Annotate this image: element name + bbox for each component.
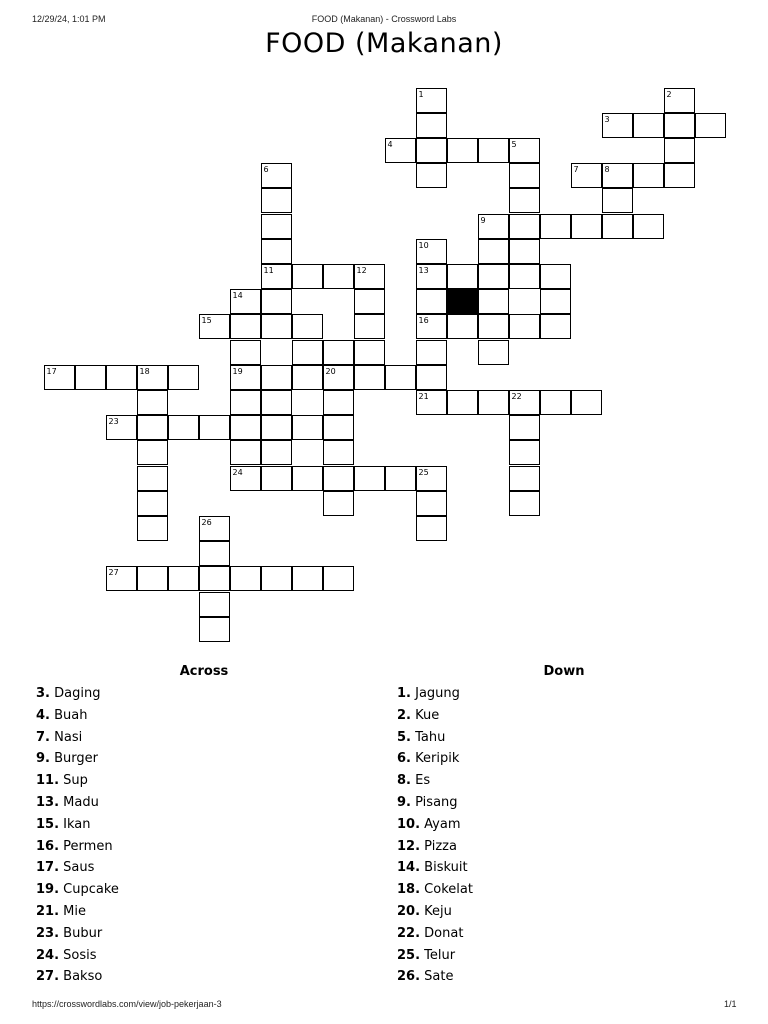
- crossword-cell[interactable]: [354, 264, 385, 289]
- clue-number: 20.: [397, 903, 421, 919]
- crossword-cell[interactable]: [385, 365, 416, 390]
- crossword-cell[interactable]: [137, 566, 168, 591]
- clue-number: 25.: [397, 947, 421, 963]
- clue-number: 24.: [36, 947, 60, 963]
- crossword-cell[interactable]: [292, 466, 323, 491]
- cell-number: 13: [418, 265, 429, 275]
- clue-answer: Pizza: [424, 838, 457, 854]
- across-clue: [36, 966, 376, 988]
- clue-number: 1.: [397, 686, 411, 701]
- crossword-cell[interactable]: [478, 239, 509, 264]
- print-footer-url: https://crosswordlabs.com/view/job-pekerjaan-3: [32, 999, 222, 1009]
- cell-number: 16: [418, 316, 429, 326]
- crossword-cell[interactable]: [695, 113, 726, 138]
- crossword-cell[interactable]: [571, 390, 602, 415]
- cell-number: 12: [356, 265, 367, 275]
- down-clue: [397, 857, 737, 879]
- crossword-cell[interactable]: [292, 566, 323, 591]
- clue-answer: Sate: [424, 969, 454, 985]
- crossword-cell[interactable]: [633, 113, 664, 138]
- crossword-cell[interactable]: [323, 440, 354, 465]
- crossword-cell[interactable]: [199, 516, 230, 541]
- crossword-cell[interactable]: [447, 264, 478, 289]
- crossword-cell[interactable]: [509, 314, 540, 339]
- clue-answer: Permen: [63, 838, 113, 854]
- cell-number: 15: [201, 316, 212, 326]
- down-clue: [397, 748, 737, 770]
- cell-number: 4: [387, 139, 393, 149]
- crossword-cell[interactable]: [199, 617, 230, 642]
- crossword-cell[interactable]: [602, 188, 633, 213]
- cell-number: 10: [418, 240, 429, 250]
- clue-number: 5.: [397, 729, 411, 745]
- crossword-cell[interactable]: [478, 214, 509, 239]
- down-clue: [397, 836, 737, 858]
- crossword-cell[interactable]: [168, 566, 199, 591]
- crossword-cell[interactable]: [199, 541, 230, 566]
- crossword-cell[interactable]: [323, 566, 354, 591]
- cell-number: 11: [263, 265, 274, 275]
- across-clue: [36, 923, 376, 945]
- across-clue: [36, 945, 376, 967]
- down-clue: [397, 792, 737, 814]
- clue-answer: Kue: [415, 707, 440, 723]
- crossword-cell[interactable]: [75, 365, 106, 390]
- down-clue: [397, 727, 737, 749]
- crossword-cell[interactable]: [323, 390, 354, 415]
- clue-answer: Jagung: [415, 686, 460, 701]
- crossword-cell[interactable]: [292, 415, 323, 440]
- down-clue: [397, 879, 737, 901]
- cell-number: 17: [46, 366, 57, 376]
- across-clue: [36, 814, 376, 836]
- cell-number: 20: [325, 366, 336, 376]
- clue-number: 21.: [36, 903, 60, 919]
- crossword-cell[interactable]: [261, 188, 292, 213]
- crossword-block: [447, 289, 478, 314]
- crossword-cell[interactable]: [168, 365, 199, 390]
- clue-answer: Keripik: [415, 751, 460, 767]
- down-clue: [397, 770, 737, 792]
- crossword-cell[interactable]: [602, 113, 633, 138]
- crossword-cell[interactable]: [478, 314, 509, 339]
- clue-number: 19.: [36, 882, 60, 898]
- down-clue: [397, 901, 737, 923]
- clue-number: 26.: [397, 969, 421, 985]
- clue-answer: Saus: [63, 860, 95, 876]
- crossword-cell[interactable]: [416, 239, 447, 264]
- crossword-cell[interactable]: [478, 289, 509, 314]
- clue-answer: Donat: [424, 925, 464, 941]
- clue-answer: Sup: [63, 773, 88, 789]
- clue-number: 2.: [397, 707, 411, 723]
- across-clue: [36, 748, 376, 770]
- crossword-cell[interactable]: [509, 466, 540, 491]
- clue-answer: Madu: [63, 794, 99, 810]
- crossword-cell[interactable]: [137, 415, 168, 440]
- across-clues: [36, 663, 376, 988]
- across-heading: Across: [179, 664, 229, 679]
- cell-number: 25: [418, 467, 429, 477]
- clue-number: 22.: [397, 925, 421, 941]
- across-list: [36, 683, 376, 988]
- down-clue: [397, 814, 737, 836]
- clue-number: 6.: [397, 751, 411, 767]
- crossword-cell[interactable]: [354, 340, 385, 365]
- clue-answer: Pisang: [415, 794, 458, 810]
- clue-answer: Bakso: [63, 969, 103, 985]
- crossword-cell[interactable]: [416, 314, 447, 339]
- crossword-cell[interactable]: [509, 214, 540, 239]
- crossword-cell[interactable]: [385, 138, 416, 163]
- crossword-cell[interactable]: [261, 566, 292, 591]
- crossword-cell[interactable]: [416, 264, 447, 289]
- cell-number: 3: [604, 114, 610, 124]
- crossword-cell[interactable]: [633, 163, 664, 188]
- crossword-cell[interactable]: [416, 390, 447, 415]
- clue-number: 27.: [36, 969, 60, 985]
- clue-answer: Ikan: [63, 816, 91, 832]
- clue-number: 17.: [36, 860, 60, 876]
- crossword-cell[interactable]: [261, 415, 292, 440]
- crossword-cell[interactable]: [416, 113, 447, 138]
- crossword-cell[interactable]: [540, 289, 571, 314]
- clue-answer: Nasi: [54, 729, 83, 745]
- crossword-cell[interactable]: [509, 440, 540, 465]
- clue-number: 4.: [36, 707, 50, 723]
- across-clue: [36, 901, 376, 923]
- crossword-cell[interactable]: [230, 466, 261, 491]
- crossword-cell[interactable]: [509, 491, 540, 516]
- clue-answer: Cupcake: [63, 882, 119, 898]
- cell-number: 9: [480, 215, 486, 225]
- crossword-cell[interactable]: [447, 314, 478, 339]
- cell-number: 18: [139, 366, 150, 376]
- down-clue: [397, 966, 737, 988]
- clue-number: 7.: [36, 729, 50, 745]
- crossword-cell[interactable]: [323, 415, 354, 440]
- crossword-cell[interactable]: [106, 566, 137, 591]
- crossword-cell[interactable]: [292, 365, 323, 390]
- crossword-cell[interactable]: [230, 340, 261, 365]
- crossword-cell[interactable]: [261, 390, 292, 415]
- crossword-cell[interactable]: [354, 289, 385, 314]
- across-clue: [36, 705, 376, 727]
- crossword-cell[interactable]: [664, 138, 695, 163]
- down-clue: [397, 705, 737, 727]
- crossword-cell[interactable]: [44, 365, 75, 390]
- crossword-cell[interactable]: [323, 365, 354, 390]
- crossword-cell[interactable]: [447, 390, 478, 415]
- clue-number: 16.: [36, 838, 60, 854]
- cell-number: 19: [232, 366, 243, 376]
- across-clue: [36, 879, 376, 901]
- crossword-cell[interactable]: [230, 314, 261, 339]
- clue-number: 11.: [36, 773, 60, 789]
- down-list: [397, 683, 737, 988]
- crossword-cell[interactable]: [199, 566, 230, 591]
- crossword-cell[interactable]: [261, 214, 292, 239]
- down-clue: [397, 945, 737, 967]
- cell-number: 7: [573, 165, 579, 175]
- across-clue: [36, 792, 376, 814]
- crossword-cell[interactable]: [416, 491, 447, 516]
- crossword-cell[interactable]: [261, 239, 292, 264]
- crossword-cell[interactable]: [385, 466, 416, 491]
- crossword-cell[interactable]: [354, 365, 385, 390]
- crossword-cell[interactable]: [509, 188, 540, 213]
- clue-answer: Buah: [54, 707, 88, 723]
- crossword-cell[interactable]: [416, 88, 447, 113]
- crossword-cell[interactable]: [137, 516, 168, 541]
- crossword-cell[interactable]: [230, 440, 261, 465]
- clue-answer: Es: [415, 773, 431, 789]
- down-clue: [397, 683, 737, 705]
- crossword-cell[interactable]: [447, 138, 478, 163]
- crossword-cell[interactable]: [354, 466, 385, 491]
- crossword-cell[interactable]: [230, 365, 261, 390]
- cell-number: 27: [108, 568, 119, 578]
- crossword-cell[interactable]: [323, 264, 354, 289]
- across-clue: [36, 836, 376, 858]
- crossword-cell[interactable]: [509, 163, 540, 188]
- print-page-title: FOOD (Makanan) - Crossword Labs: [311, 14, 457, 24]
- cell-number: 5: [511, 139, 517, 149]
- crossword-cell[interactable]: [292, 340, 323, 365]
- crossword-cell[interactable]: [230, 566, 261, 591]
- clue-number: 14.: [397, 860, 421, 876]
- page-title: FOOD (Makanan): [265, 28, 503, 59]
- crossword-cell[interactable]: [664, 113, 695, 138]
- cell-number: 2: [666, 89, 672, 99]
- crossword-cell[interactable]: [199, 592, 230, 617]
- cell-number: 14: [232, 291, 243, 301]
- print-datetime: 12/29/24, 1:01 PM: [32, 14, 106, 24]
- crossword-cell[interactable]: [478, 138, 509, 163]
- crossword-cell[interactable]: [416, 516, 447, 541]
- clue-number: 23.: [36, 925, 60, 941]
- across-clue: [36, 857, 376, 879]
- crossword-cell[interactable]: [633, 214, 664, 239]
- crossword-cell[interactable]: [509, 415, 540, 440]
- crossword-cell[interactable]: [168, 415, 199, 440]
- crossword-cell[interactable]: [416, 163, 447, 188]
- crossword-cell[interactable]: [478, 264, 509, 289]
- clue-answer: Telur: [424, 947, 456, 963]
- clue-answer: Ayam: [424, 816, 461, 832]
- crossword-cell[interactable]: [354, 314, 385, 339]
- clue-number: 3.: [36, 686, 50, 701]
- crossword-cell[interactable]: [478, 390, 509, 415]
- cell-number: 6: [263, 165, 269, 175]
- crossword-cell[interactable]: [540, 390, 571, 415]
- crossword-cell[interactable]: [416, 289, 447, 314]
- crossword-cell[interactable]: [416, 466, 447, 491]
- clue-number: 9.: [36, 751, 50, 767]
- crossword-cell[interactable]: [137, 365, 168, 390]
- cell-number: 24: [232, 467, 243, 477]
- crossword-cell[interactable]: [602, 214, 633, 239]
- across-clue: [36, 770, 376, 792]
- clue-answer: Burger: [54, 751, 98, 767]
- across-clue: [36, 727, 376, 749]
- clue-answer: Mie: [63, 903, 86, 919]
- clue-answer: Keju: [424, 903, 452, 919]
- crossword-cell[interactable]: [509, 239, 540, 264]
- clue-number: 13.: [36, 794, 60, 810]
- crossword-cell[interactable]: [261, 264, 292, 289]
- crossword-cell[interactable]: [137, 466, 168, 491]
- crossword-cell[interactable]: [416, 340, 447, 365]
- clue-number: 9.: [397, 794, 411, 810]
- crossword-cell[interactable]: [540, 264, 571, 289]
- clue-answer: Bubur: [63, 925, 103, 941]
- crossword-cell[interactable]: [230, 289, 261, 314]
- crossword-cell[interactable]: [261, 365, 292, 390]
- crossword-cell[interactable]: [664, 88, 695, 113]
- clue-number: 8.: [397, 773, 411, 789]
- clue-number: 12.: [397, 838, 421, 854]
- across-clue: [36, 683, 376, 705]
- clue-answer: Biskuit: [424, 860, 468, 876]
- crossword-cell[interactable]: [106, 365, 137, 390]
- crossword-cell[interactable]: [416, 138, 447, 163]
- cell-number: 23: [108, 417, 119, 427]
- crossword-cell[interactable]: [261, 440, 292, 465]
- crossword-cell[interactable]: [540, 214, 571, 239]
- cell-number: 21: [418, 391, 429, 401]
- crossword-cell[interactable]: [323, 340, 354, 365]
- crossword-cell[interactable]: [261, 314, 292, 339]
- crossword-cell[interactable]: [323, 491, 354, 516]
- crossword-cell[interactable]: [571, 214, 602, 239]
- clue-answer: Sosis: [63, 947, 97, 963]
- crossword-cell[interactable]: [199, 415, 230, 440]
- crossword-cell[interactable]: [602, 163, 633, 188]
- crossword-cell[interactable]: [261, 163, 292, 188]
- crossword-cell[interactable]: [509, 390, 540, 415]
- clue-answer: Cokelat: [424, 882, 473, 898]
- crossword-cell[interactable]: [106, 415, 137, 440]
- crossword-cell[interactable]: [199, 314, 230, 339]
- clue-number: 10.: [397, 816, 421, 832]
- crossword-cell[interactable]: [292, 314, 323, 339]
- crossword-cell[interactable]: [509, 138, 540, 163]
- cell-number: 26: [201, 517, 212, 527]
- crossword-cell[interactable]: [509, 264, 540, 289]
- clue-number: 15.: [36, 816, 60, 832]
- print-page-number: 1/1: [724, 999, 737, 1009]
- cell-number: 8: [604, 165, 610, 175]
- clue-answer: Tahu: [415, 729, 446, 745]
- cell-number: 22: [511, 391, 522, 401]
- crossword-cell[interactable]: [137, 440, 168, 465]
- crossword-cell[interactable]: [292, 264, 323, 289]
- crossword-cell[interactable]: [137, 390, 168, 415]
- crossword-cell[interactable]: [571, 163, 602, 188]
- crossword-cell[interactable]: [416, 365, 447, 390]
- crossword-cell[interactable]: [230, 390, 261, 415]
- clue-answer: Daging: [54, 686, 101, 701]
- down-clues: [397, 663, 737, 988]
- crossword-cell[interactable]: [664, 163, 695, 188]
- down-clue: [397, 923, 737, 945]
- crossword-cell[interactable]: [478, 340, 509, 365]
- clue-number: 18.: [397, 882, 421, 898]
- crossword-cell[interactable]: [540, 314, 571, 339]
- down-heading: Down: [543, 664, 585, 679]
- cell-number: 1: [418, 89, 424, 99]
- crossword-cell[interactable]: [261, 289, 292, 314]
- crossword-cell[interactable]: [230, 415, 261, 440]
- crossword-cell[interactable]: [137, 491, 168, 516]
- crossword-cell[interactable]: [261, 466, 292, 491]
- crossword-cell[interactable]: [323, 466, 354, 491]
